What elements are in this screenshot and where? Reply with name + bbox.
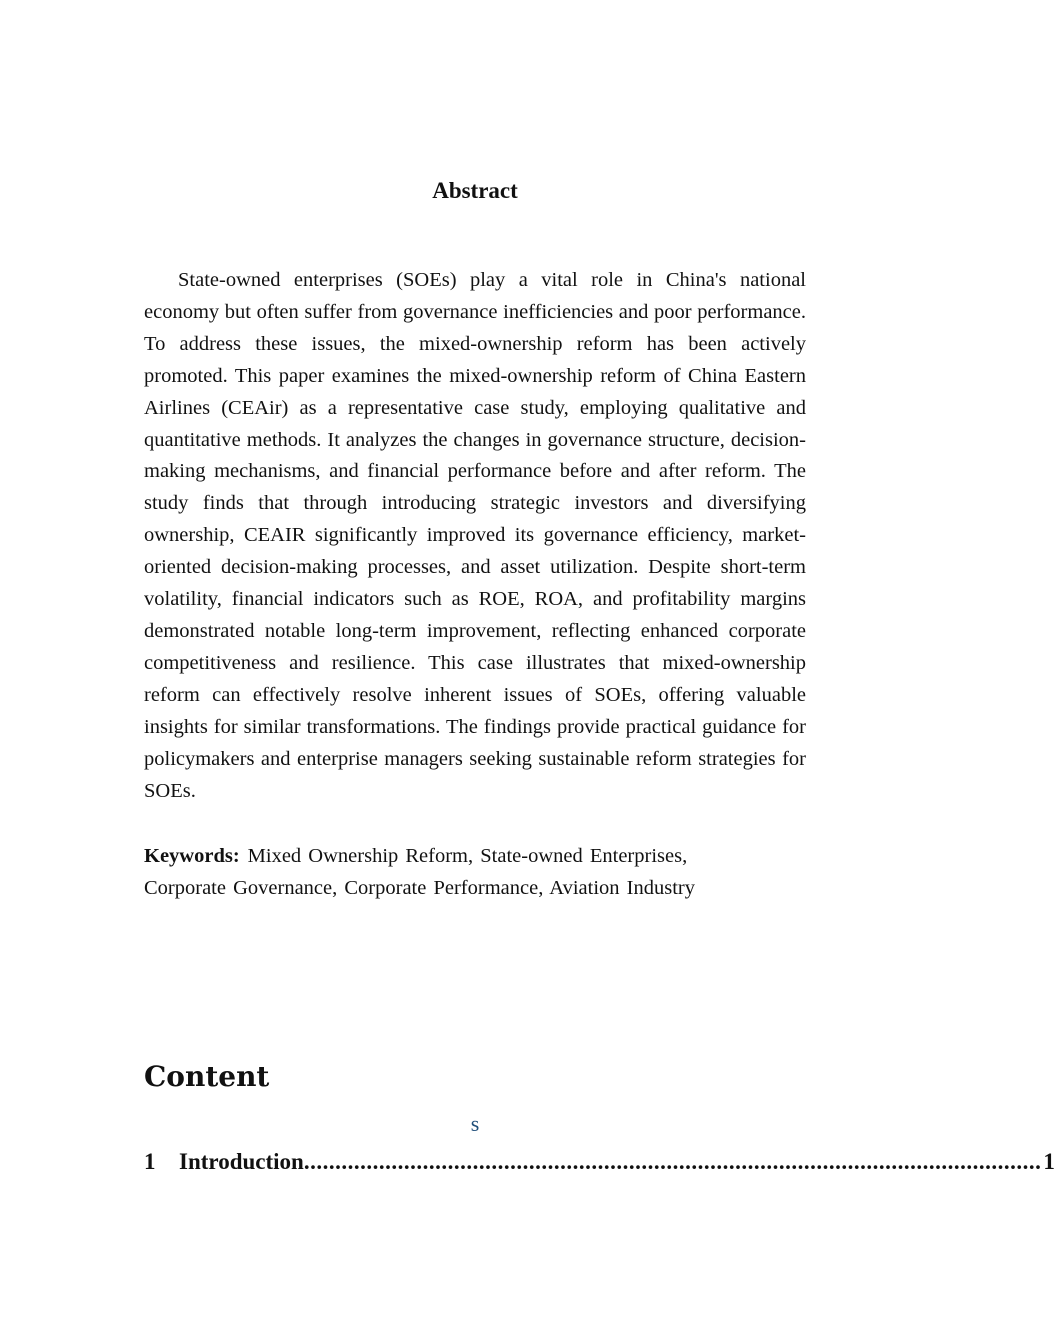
keywords-section <box>144 840 806 904</box>
abstract-body: State-owned enterprises (SOEs) play a vital role in China's national economy but often suffer from governance inefficiencies and poor performance. To address these issues, the mixed-ownership reform has been actively promoted. This paper examines the mixed-ownership reform of China Eastern Airlines (CEAir) as a representative case study, employing qualitative and quantitative methods. It analyzes the changes in governance structure, decision-making mechanisms, and financial performance before and after reform. The study finds that through introducing strategic investors and diversifying ownership, CEAIR significantly improved its governance efficiency, market-oriented decision-making processes, and asset utilization. Despite short-term volatility, financial indicators such as ROE, ROA, and profitability margins demonstrated notable long-term improvement, reflecting enhanced corporate competitiveness and resilience. This case illustrates that mixed-ownership reform can effectively resolve inherent issues of SOEs, offering valuable insights for similar transformations. The findings provide practical guidance for policymakers and enterprise managers seeking sustainable reform strategies for SOEs. <box>144 269 806 802</box>
contents-heading: Content <box>144 1060 270 1093</box>
toc-entry-title: Introduction <box>179 1149 304 1174</box>
contents-heading-fragment: s <box>470 1111 480 1136</box>
keywords-line-1 <box>144 840 806 872</box>
keywords-text-line-2: Corporate Governance, Corporate Performance, Aviation Industry <box>144 877 695 899</box>
keywords-label: Keywords: <box>144 845 240 867</box>
toc-entry-leader: ...................................................................................................................... <box>303 1149 1042 1174</box>
keywords-text-line-1: Mixed Ownership Reform, State-owned Enterprises, <box>247 845 688 867</box>
toc-entry-number: 1 <box>144 1149 156 1174</box>
toc-entry-introduction[interactable] <box>144 1146 1055 1178</box>
abstract-heading: Abstract <box>432 178 518 203</box>
toc-entry-page-number: 1 <box>1043 1149 1055 1174</box>
